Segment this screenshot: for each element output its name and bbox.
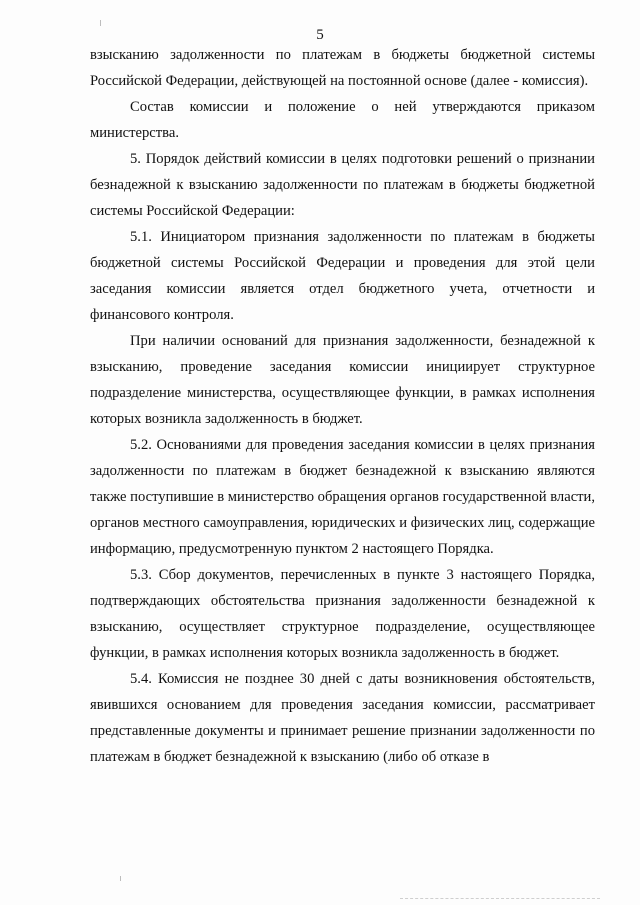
paragraph-clause-5: 5. Порядок действий комиссии в целях подготовки решений о признании безнадежной к взысканию задолженности по платежам в бюджеты бюджетной системы Российской Федерации: <box>90 151 595 219</box>
scan-edge <box>400 898 600 901</box>
paragraph-continuation: взысканию задолженности по платежам в бюджеты бюджетной системы Российской Федерации, действующей на постоянной основе (далее - комиссия). <box>90 47 595 89</box>
paragraph-clause-5-1: 5.1. Инициатором признания задолженности по платежам в бюджеты бюджетной системы Российской Федерации и проведения для этой цели заседания комиссии является отдел бюджетного учета, отчетности и финансового контроля. <box>90 229 595 323</box>
page-number: 5 <box>316 27 324 43</box>
paragraph-commission-composition: Состав комиссии и положение о ней утверждаются приказом министерства. <box>90 99 595 141</box>
paragraph-grounds-initiation: При наличии оснований для признания задолженности, безнадежной к взысканию, проведение заседания комиссии инициирует структурное подразделение министерства, осуществляющее функции, в рамках исполнения которых возникла задолженность в бюджет. <box>90 333 595 427</box>
paragraph-clause-5-3: 5.3. Сбор документов, перечисленных в пункте 3 настоящего Порядка, подтверждающих обстоятельства признания задолженности безнадежной к взысканию, осуществляет структурное подразделение, осуществляющее функции, в рамках исполнения которых возникла задолженность в бюджет. <box>90 567 595 661</box>
document-body <box>90 42 595 770</box>
scan-mark <box>100 20 101 26</box>
paragraph-clause-5-2: 5.2. Основаниями для проведения заседания комиссии в целях признания задолженности по платежам в бюджет безнадежной к взысканию являются также поступившие в министерство обращения органов государственной власти, органов местного самоуправления, юридических и физических лиц, содержащие информацию, предусмотренную пунктом 2 настоящего Порядка. <box>90 437 596 557</box>
scan-mark <box>120 876 121 881</box>
paragraph-clause-5-4: 5.4. Комиссия не позднее 30 дней с даты возникновения обстоятельств, явившихся основанием для проведения заседания комиссии, рассматривает представленные документы и принимает решение признании задолженности по платежам в бюджет безнадежной к взысканию (либо об отказе в <box>90 671 595 765</box>
